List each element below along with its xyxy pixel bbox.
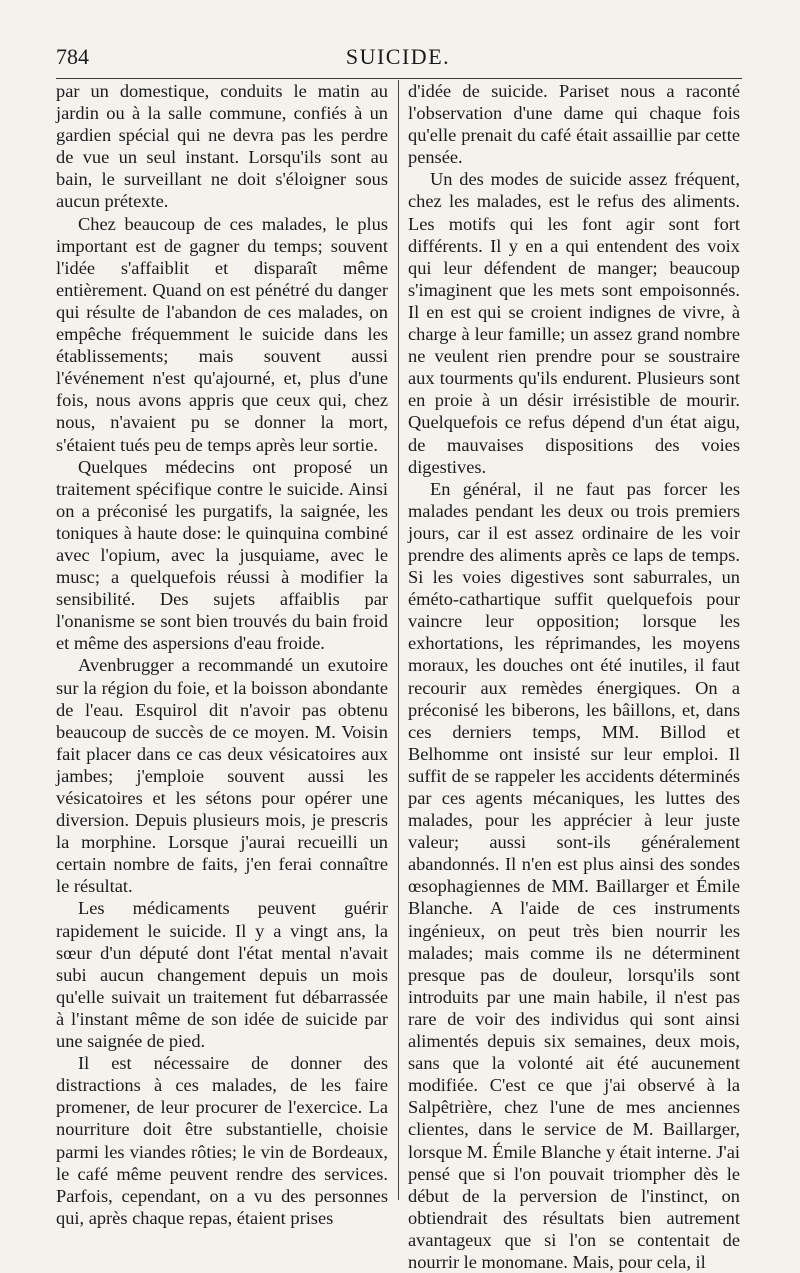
- paragraph: par un domestique, conduits le matin au jardin ou à la salle commune, confiés à un gardien spécial qui ne devra pas les perdre de vue un seul instant. Lorsqu'ils sont au bain, le surveillant ne doit s'éloigner sous aucun prétexte.: [56, 81, 388, 212]
- paragraph: Chez beaucoup de ces malades, le plus important est de gagner du temps; souvent l'idée s'affaiblit et disparaît même entièrement. Quand on est pénétré du danger qui résulte de l'abandon de ces malades, on empêche fréquemment le suicide dans les établissements; mais souvent aussi l'événement n'est qu'ajourné, et, plus d'une fois, nous avons appris que ceux qui, chez nous, n'avaient pu se donner la mort, s'étaient tués peu de temps après leur sortie.: [56, 213, 388, 455]
- page-header: [56, 44, 740, 74]
- paragraph: Les médicaments peuvent guérir rapidement le suicide. Il y a vingt ans, la sœur d'un député dont l'état mental n'avait subi aucun changement depuis un mois qu'elle suivait un traitement fut débarrassée à l'instant même de son idée de suicide par une saignée de pied.: [56, 898, 388, 1052]
- paragraph: Il est nécessaire de donner des distractions à ces malades, de les faire promener, de leur procurer de l'exercice. La nourriture doit être substantielle, choisie parmi les viandes rôties; le vin de Bordeaux, le café même peuvent rendre des services. Parfois, cependant, on a vu des personnes qui, après chaque repas, étaient prises: [56, 1053, 388, 1228]
- left-column: [56, 80, 388, 1229]
- paragraph: d'idée de suicide. Pariset nous a raconté l'observation d'une dame qui chaque fois qu'elle prenait du café était assaillie par cette pensée.: [408, 81, 740, 168]
- paragraph: Quelques médecins ont proposé un traitement spécifique contre le suicide. Ainsi on a préconisé les purgatifs, la saignée, les toniques à haute dose: le quinquina combiné avec l'opium, avec la jusquiame, avec le musc; a quelquefois réussi à modifier la sensibilité. Des sujets affaiblis par l'onanisme se sont bien trouvés du bain froid et même des aspersions d'eau froide.: [56, 456, 388, 654]
- column-divider: [398, 80, 399, 1200]
- page-number: 784: [56, 44, 89, 69]
- right-column: [408, 80, 740, 1273]
- paragraph: En général, il ne faut pas forcer les malades pendant les deux ou trois premiers jours, car il est assez ordinaire de les voir prendre des aliments après ce laps de temps. Si les voies digestives sont saburrales, un éméto-cathartique suffit quelquefois pour vaincre leur opposition; lorsque les exhortations, les réprimandes, les moyens moraux, les douches ont été inutiles, il faut recourir aux remèdes énergiques. On a préconisé les biberons, les bâillons, et, dans ces derniers temps, MM. Billod et Belhomme ont insisté sur leur emploi. Il suffit de se rappeler les accidents déterminés par ces agents mécaniques, les luttes des malades, pour les apprécier à leur juste valeur; aussi sont-ils généralement abandonnés. Il n'en est plus ainsi des sondes œsophagiennes de MM. Baillarger et Émile Blanche. A l'aide de ces instruments ingénieux, on peut très bien nourrir les malades; mais comme ils ne déterminent presque pas de douleur, lorsqu'ils sont introduits par une main habile, il n'est pas rare de voir des individus qui sont ainsi alimentés depuis six semaines, deux mois, sans que la volonté ait été aucunement modifiée. C'est ce que j'ai observé à la Salpêtrière, chez l'une de mes anciennes clientes, dans le service de M. Baillarger, lorsque M. Émile Blanche y était interne. J'ai pensé que si l'on pouvait triompher dès le début de la perversion de l'instinct, on obtiendrait des résultats bien autrement avantageux que si l'on se contentait de nourrir le monomane. Mais, pour cela, il: [408, 478, 740, 1272]
- paragraph: Avenbrugger a recommandé un exutoire sur la région du foie, et la boisson abondante de l'eau. Esquirol dit n'avoir pas obtenu beaucoup de succès de ce moyen. M. Voisin fait placer dans ce cas deux vésicatoires aux jambes; j'emploie souvent aussi les vésicatoires et les sétons pour opérer une diversion. Depuis plusieurs mois, je prescris la morphine. Lorsque j'aurai recueilli un certain nombre de faits, j'en ferai connaître le résultat.: [56, 655, 388, 897]
- running-title: SUICIDE.: [345, 44, 451, 69]
- header-rule: [56, 78, 742, 79]
- paragraph: Un des modes de suicide assez fréquent, chez les malades, est le refus des aliments. Les motifs qui les font agir sont fort différents. Il y en a qui entendent des voix qui leur défendent de manger; beaucoup s'imaginent que les mets sont empoisonnés. Il en est qui se croient indignes de vivre, à charge à leur famille; un assez grand nombre ne veulent rien prendre pour se soustraire aux tourments qu'ils endurent. Plusieurs sont en proie à un désir irrésistible de mourir. Quelquefois ce refus dépend d'un état aigu, de mauvaises dispositions des voies digestives.: [408, 169, 740, 477]
